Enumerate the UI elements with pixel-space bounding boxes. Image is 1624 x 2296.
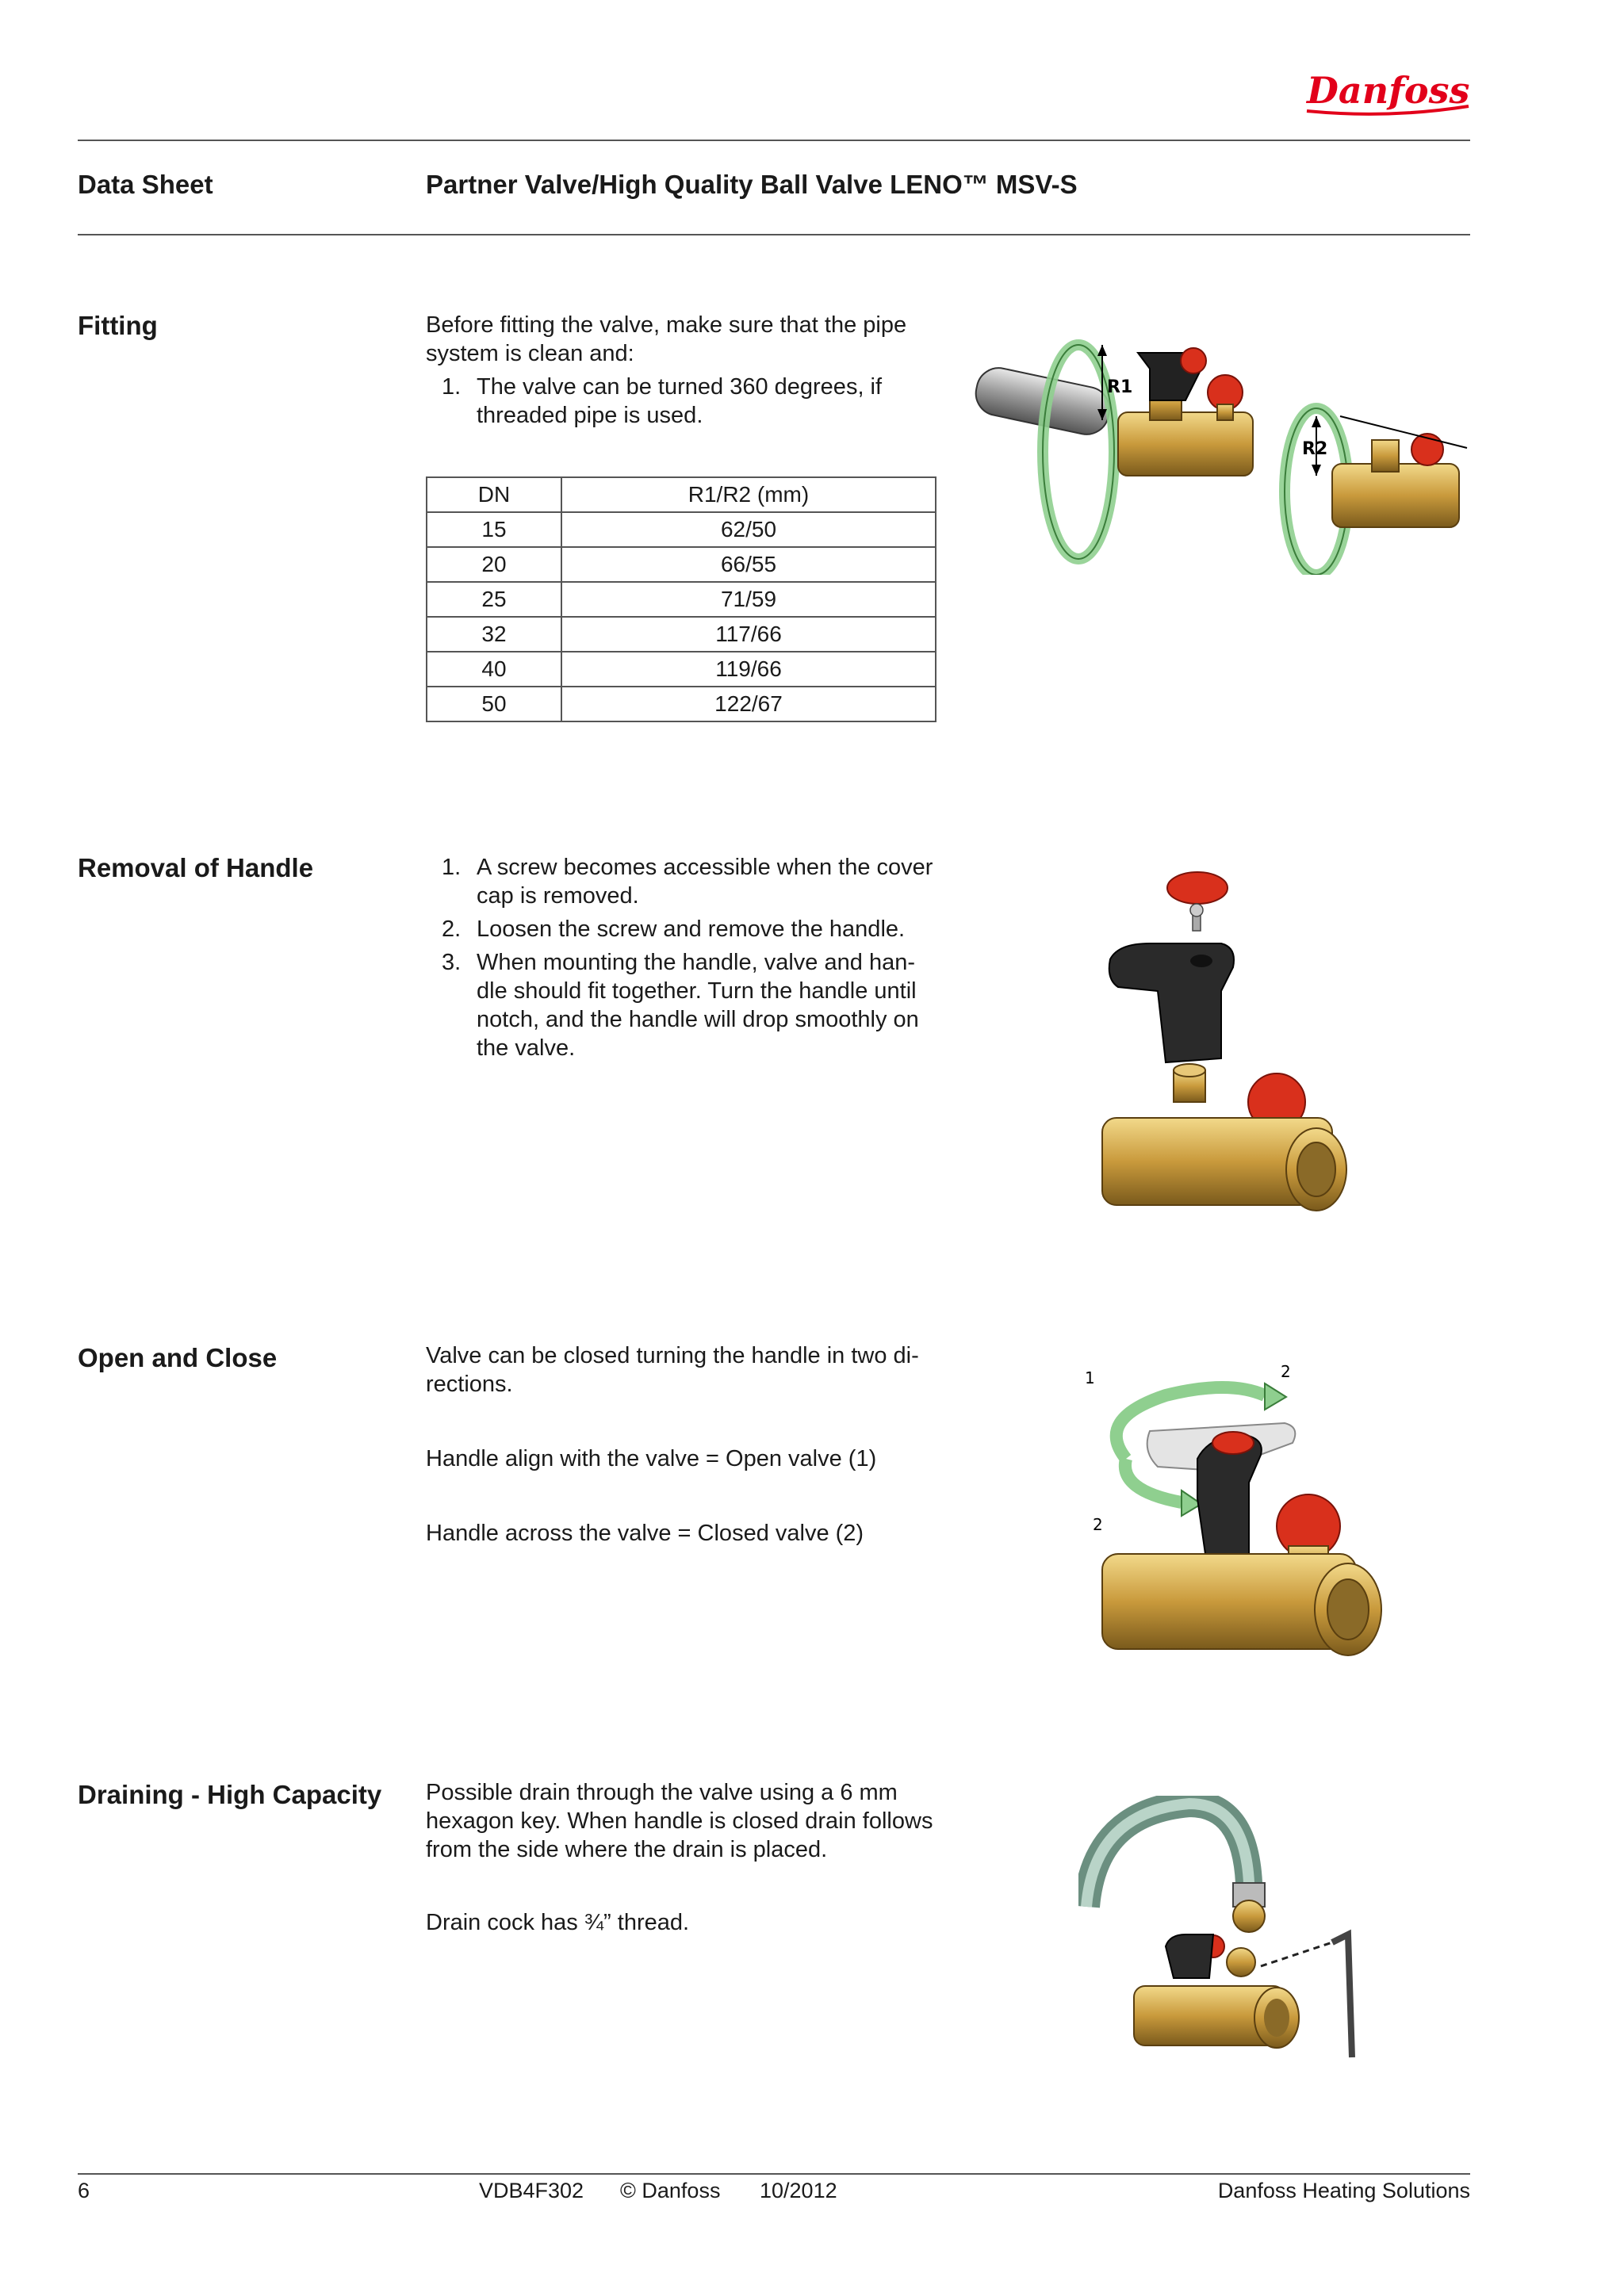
open-close-paragraph-2: Handle align with the valve = Open valve (1) <box>426 1446 877 1471</box>
table-cell: 71/59 <box>561 582 936 617</box>
page-title: Partner Valve/High Quality Ball Valve LENO™ MSV-S <box>426 170 1078 199</box>
step-text: When mounting the handle, valve and han-dle should fit together. Turn the handle until notch, and the handle will drop smoothly on the valve. <box>477 950 919 1061</box>
r2-label: R2 <box>1302 439 1328 459</box>
section-heading-removal: Removal of Handle <box>78 853 314 882</box>
table-row <box>427 512 936 547</box>
fitting-intro: Before fitting the valve, make sure that the pipe system is clean and: <box>426 312 907 366</box>
open-close-text <box>426 1341 941 1548</box>
draining-paragraph-1: Possible drain through the valve using a 6 mm hexagon key. When handle is closed drain follows from the side where the drain is placed. <box>426 1780 933 1862</box>
table-row <box>427 617 936 652</box>
table-cell: 122/67 <box>561 687 936 721</box>
danfoss-logo <box>1300 62 1475 125</box>
r1-label: R1 <box>1107 377 1133 397</box>
step-number: 2. <box>442 916 462 942</box>
open-close-paragraph-3: Handle across the valve = Closed valve (2) <box>426 1521 864 1546</box>
position-label-1: 1 <box>1085 1368 1095 1387</box>
table-cell: 40 <box>427 652 561 687</box>
document-code: VDB4F302 <box>479 2179 584 2202</box>
table-header-dn: DN <box>427 477 561 512</box>
table-row <box>427 582 936 617</box>
open-close-illustration <box>1078 1356 1396 1705</box>
table-cell: 50 <box>427 687 561 721</box>
table-cell: 20 <box>427 547 561 582</box>
fitting-text <box>426 311 941 434</box>
removal-text <box>426 853 941 1067</box>
step-number: 1. <box>442 855 462 880</box>
list-item <box>426 915 941 943</box>
draining-illustration <box>1078 1796 1372 2089</box>
table-header-row <box>427 477 936 512</box>
step-text: The valve can be turned 360 degrees, if threaded pipe is used. <box>477 374 883 428</box>
footer-rule <box>78 2173 1470 2175</box>
position-label-2-lower: 2 <box>1093 1515 1103 1534</box>
list-item <box>426 948 941 1062</box>
company-name: Danfoss Heating Solutions <box>1217 2179 1470 2202</box>
list-item <box>426 853 941 910</box>
table-cell: 32 <box>427 617 561 652</box>
draining-text <box>426 1778 941 1937</box>
header-top-rule <box>78 140 1470 141</box>
step-text: A screw becomes accessible when the cover cap is removed. <box>477 855 933 909</box>
table-cell: 117/66 <box>561 617 936 652</box>
table-cell: 62/50 <box>561 512 936 547</box>
svg-text:Danfoss: Danfoss <box>1307 69 1470 112</box>
table-header-r1r2: R1/R2 (mm) <box>561 477 936 512</box>
section-heading-fitting: Fitting <box>78 311 158 340</box>
document-date: 10/2012 <box>760 2179 837 2202</box>
table-cell: 119/66 <box>561 652 936 687</box>
copyright: © Danfoss <box>620 2179 721 2202</box>
fitting-steps <box>426 373 941 430</box>
table-row <box>427 652 936 687</box>
draining-paragraph-2: Drain cock has ¾” thread. <box>426 1910 690 1935</box>
list-item <box>426 373 941 430</box>
step-number: 1. <box>442 374 462 400</box>
removal-steps <box>426 853 941 1062</box>
step-number: 3. <box>442 950 462 975</box>
open-close-paragraph-1: Valve can be closed turning the handle in two di-rections. <box>426 1343 919 1397</box>
header-bottom-rule <box>78 234 1470 235</box>
table-cell: 25 <box>427 582 561 617</box>
page-number: 6 <box>78 2179 90 2202</box>
section-heading-open-close: Open and Close <box>78 1343 278 1372</box>
section-heading-draining: Draining - High Capacity <box>78 1780 382 1809</box>
step-text: Loosen the screw and remove the handle. <box>477 916 906 942</box>
valve-fitting-illustration <box>959 313 1475 575</box>
handle-removal-illustration <box>1086 864 1348 1261</box>
table-row <box>427 547 936 582</box>
dn-dimensions-table <box>426 476 936 722</box>
table-cell: 66/55 <box>561 547 936 582</box>
doc-type: Data Sheet <box>78 170 213 199</box>
position-label-2: 2 <box>1281 1362 1291 1381</box>
table-row <box>427 687 936 721</box>
table-cell: 15 <box>427 512 561 547</box>
